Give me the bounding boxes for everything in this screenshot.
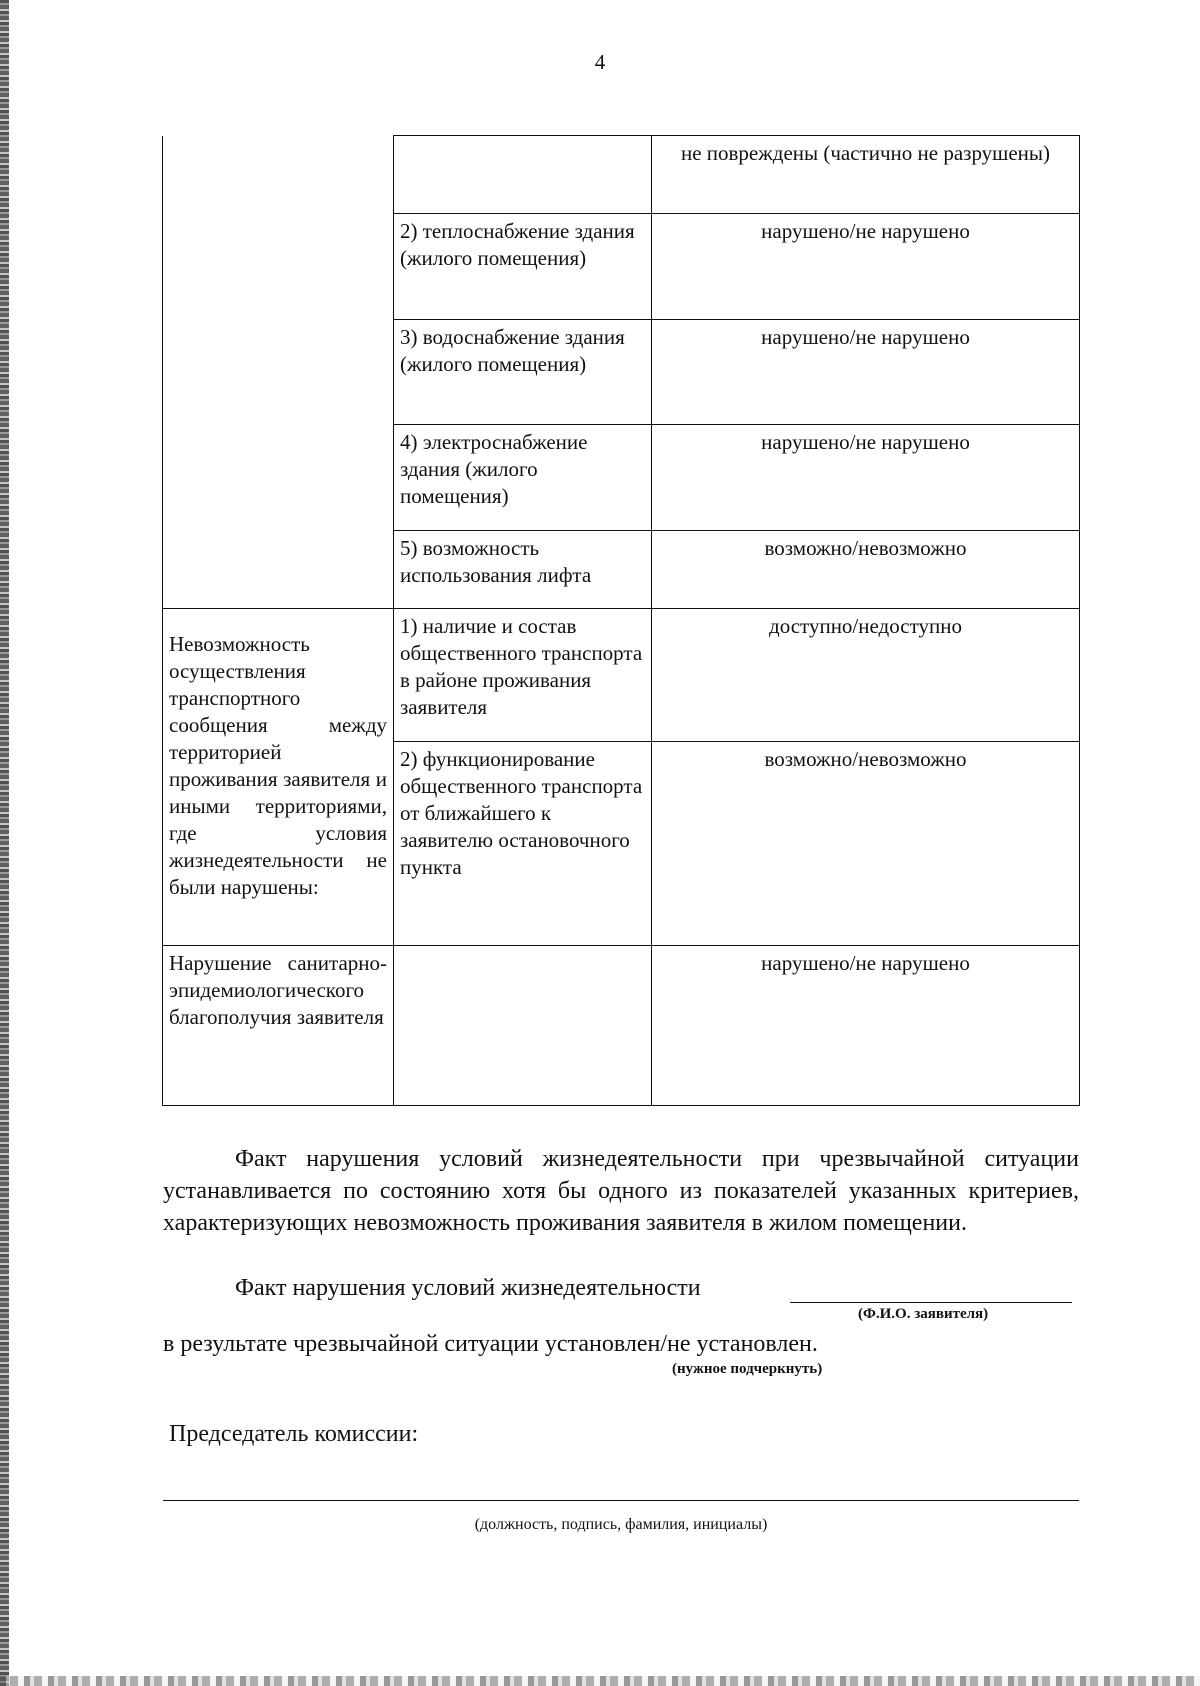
caption-signature: (должность, подпись, фамилия, инициалы)	[474, 1516, 768, 1533]
indicator-cell: 1) наличие и состав общественного транспорта в районе проживания заявителя	[394, 609, 652, 742]
chairman-label: Председатель комиссии:	[169, 1421, 419, 1447]
value-cell: доступно/недоступно	[652, 609, 1080, 742]
applicant-name-blank	[790, 1302, 1072, 1303]
table-row	[163, 609, 1080, 742]
criterion-cell-sanitary: Нарушение санитарно-эпидемиологического благополучия заявителя	[163, 946, 394, 1106]
table-row	[163, 946, 1080, 1106]
value-cell: не повреждены (частично не разрушены)	[652, 136, 1080, 214]
value-cell: нарушено/не нарушено	[652, 214, 1080, 320]
value-cell: нарушено/не нарушено	[652, 946, 1080, 1106]
indicator-cell: 4) электроснабжение здания (жилого помещения)	[394, 425, 652, 531]
criteria-table	[162, 135, 1080, 1106]
paragraph-fact-definition: Факт нарушения условий жизнедеятельности при чрезвычайной ситуации устанавливается по состоянию хотя бы одного из показателей указанных критериев, характеризующих невозможность проживания заявителя в жилом помещении.	[163, 1146, 1079, 1236]
value-cell: возможно/невозможно	[652, 742, 1080, 946]
criterion-cell-transport: Невозможность осуществления транспортного сообщения между территорией проживания заявителя и иными территориями, где условия жизнедеятельности не были нарушены:	[163, 609, 394, 946]
value-cell: нарушено/не нарушено	[652, 425, 1080, 531]
criterion-cell-continued	[163, 136, 394, 609]
indicator-cell: 3) водоснабжение здания (жилого помещения)	[394, 320, 652, 425]
indicator-cell-empty	[394, 136, 652, 214]
indicator-cell: 2) функционирование общественного транспорта от ближайшего к заявителю остановочного пункта	[394, 742, 652, 946]
scan-left-edge	[0, 0, 9, 1686]
page-number: 4	[594, 50, 606, 74]
indicator-cell: 2) теплоснабжение здания (жилого помещения)	[394, 214, 652, 320]
paragraph-fact-statement-end: в результате чрезвычайной ситуации установлен/не установлен.	[163, 1331, 818, 1357]
value-cell: возможно/невозможно	[652, 531, 1080, 609]
indicator-cell: 5) возможность использования лифта	[394, 531, 652, 609]
table-row	[163, 136, 1080, 214]
value-cell: нарушено/не нарушено	[652, 320, 1080, 425]
scan-bottom-edge	[0, 1676, 1200, 1686]
paragraph-fact-statement-start: Факт нарушения условий жизнедеятельности	[235, 1275, 701, 1301]
signature-line	[163, 1500, 1079, 1501]
indicator-cell-empty	[394, 946, 652, 1106]
caption-underline-needed: (нужное подчеркнуть)	[672, 1361, 823, 1377]
caption-applicant-name: (Ф.И.О. заявителя)	[858, 1306, 989, 1322]
